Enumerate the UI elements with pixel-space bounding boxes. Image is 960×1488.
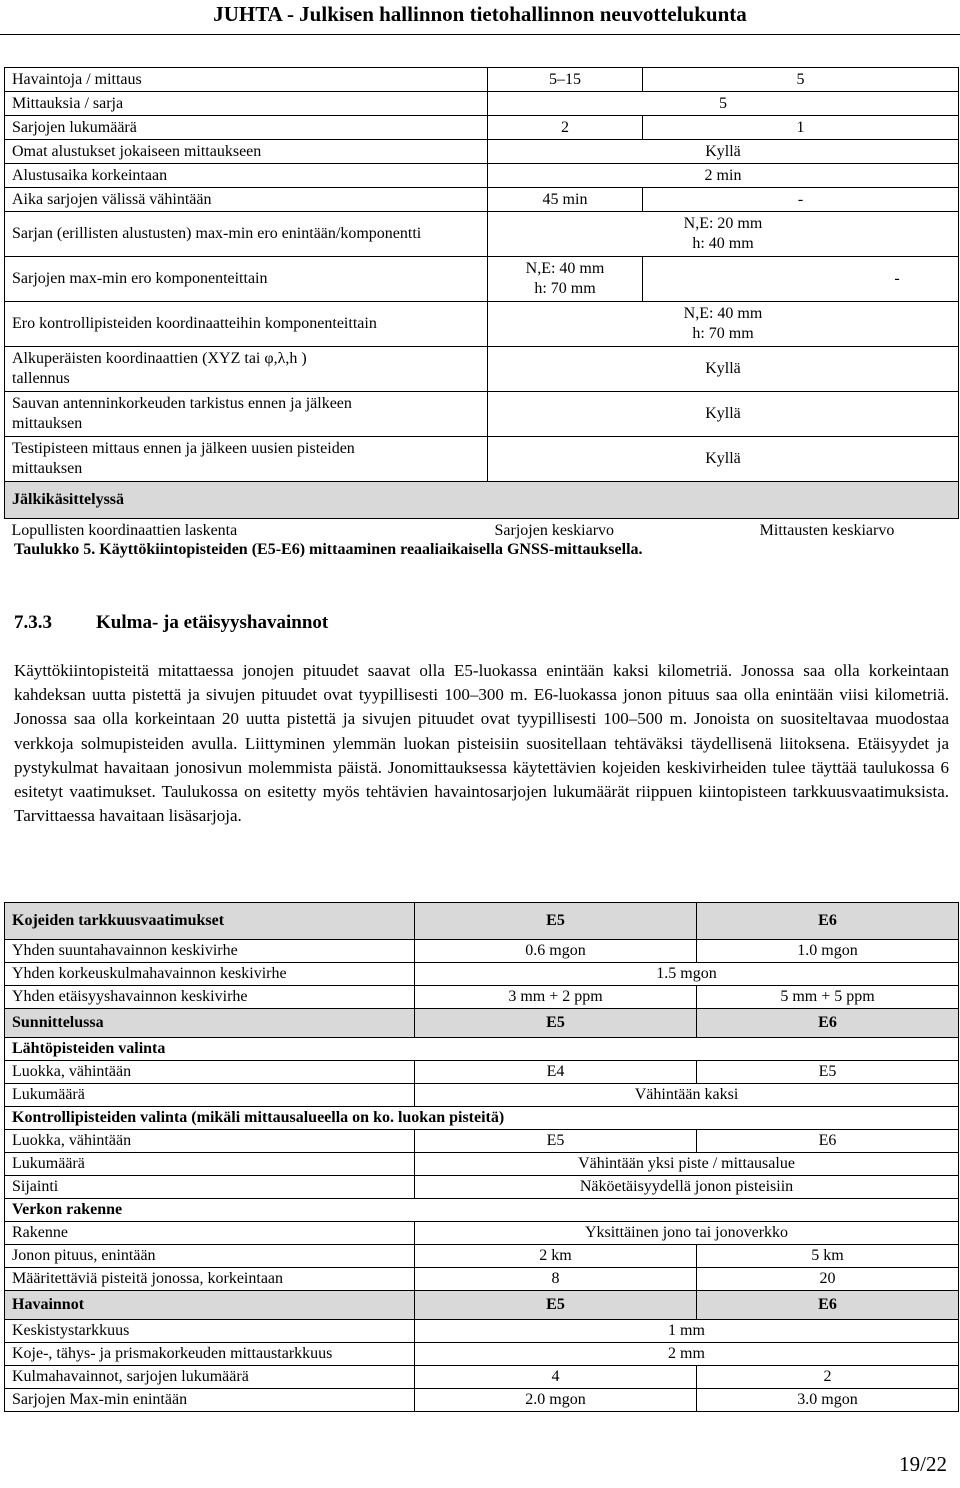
e5-value: E5: [415, 1130, 697, 1153]
row-label: Yhden suuntahavainnon keskivirhe: [5, 940, 415, 963]
header-label: Kojeiden tarkkuusvaatimukset: [5, 903, 415, 940]
e5-value: 5–15: [488, 68, 643, 92]
e6-value: 20: [697, 1268, 959, 1291]
subheading-row: [5, 1199, 959, 1222]
table-caption: Taulukko 5. Käyttökiintopisteiden (E5-E6) mittaaminen reaaliaikaisella GNSS-mittauksella.: [14, 541, 643, 558]
e6-value: -: [643, 188, 959, 212]
e6-value: 2: [697, 1366, 959, 1389]
table-row: [5, 1245, 959, 1268]
table-row: [5, 1268, 959, 1291]
subheading: Lähtöpisteiden valinta: [5, 1038, 959, 1061]
e6-value: 5: [643, 68, 959, 92]
table-row: [5, 1222, 959, 1245]
instrument-accuracy-table: [4, 902, 959, 1412]
e5-value: 8: [415, 1268, 697, 1291]
shared-value: Kyllä: [488, 437, 959, 482]
row-label: Sarjojen Max-min enintään: [5, 1389, 415, 1412]
header-e5: E5: [415, 1291, 697, 1320]
header-e6: E6: [697, 1009, 959, 1038]
table-row: [5, 437, 959, 482]
value-line: h: 40 mm: [692, 235, 754, 252]
shared-value: Näköetäisyydellä jonon pisteisiin: [415, 1176, 959, 1199]
header-e5: E5: [415, 903, 697, 940]
table-row: [5, 1389, 959, 1412]
e5-value: 2: [488, 116, 643, 140]
table-row: [5, 257, 959, 302]
section-row: [5, 482, 959, 519]
header-e6: E6: [697, 903, 959, 940]
value-line: N,E: 40 mm: [525, 260, 605, 277]
e5-value: Sarjojen keskiarvo: [488, 519, 643, 543]
table-row: [5, 1153, 959, 1176]
table-row: [5, 1366, 959, 1389]
table-row: [5, 1084, 959, 1107]
row-label: Luokka, vähintään: [5, 1061, 415, 1084]
row-label: Luokka, vähintään: [5, 1130, 415, 1153]
e5-value: E4: [415, 1061, 697, 1084]
header-label: Havainnot: [5, 1291, 415, 1320]
table-row: [5, 1130, 959, 1153]
shared-value: [488, 302, 959, 347]
row-label: Lopullisten koordinaattien laskenta: [5, 519, 488, 543]
shared-value: Kyllä: [488, 140, 959, 164]
e5-value: 4: [415, 1366, 697, 1389]
e6-value: E5: [697, 1061, 959, 1084]
table-row: [5, 347, 959, 392]
shared-value: Yksittäinen jono tai jonoverkko: [415, 1222, 959, 1245]
table-row: [5, 302, 959, 347]
shared-value: 1.5 mgon: [415, 963, 959, 986]
subheading: Kontrollipisteiden valinta (mikäli mittausalueella on ko. luokan pisteitä): [5, 1107, 959, 1130]
subheading: Verkon rakenne: [5, 1199, 959, 1222]
e5-value: 0.6 mgon: [415, 940, 697, 963]
row-label: Kulmahavainnot, sarjojen lukumäärä: [5, 1366, 415, 1389]
table-row: [5, 212, 959, 257]
e6-value: 1.0 mgon: [697, 940, 959, 963]
shared-value: Vähintään kaksi: [415, 1084, 959, 1107]
value-line: h: 70 mm: [534, 280, 596, 297]
row-label: Alustusaika korkeintaan: [5, 164, 488, 188]
shared-value: 1 mm: [415, 1320, 959, 1343]
row-label: Rakenne: [5, 1222, 415, 1245]
row-label: Omat alustukset jokaiseen mittaukseen: [5, 140, 488, 164]
section-heading: [14, 612, 328, 634]
row-label: Yhden etäisyyshavainnon keskivirhe: [5, 986, 415, 1009]
row-label: Yhden korkeuskulmahavainnon keskivirhe: [5, 963, 415, 986]
row-label: Lukumäärä: [5, 1084, 415, 1107]
row-label: Sarjan (erillisten alustusten) max-min ero enintään/komponentti: [5, 212, 488, 257]
header-row: [5, 1009, 959, 1038]
e6-value: 1: [643, 116, 959, 140]
row-label: Määritettäviä pisteitä jonossa, korkeintaan: [5, 1268, 415, 1291]
e6-value: Mittausten keskiarvo: [643, 519, 959, 543]
table-row: [5, 140, 959, 164]
e5-value: [488, 257, 643, 302]
shared-value: 2 mm: [415, 1343, 959, 1366]
gnss-requirements-table: [4, 67, 959, 542]
row-label: Ero kontrollipisteiden koordinaatteihin komponenteittain: [5, 302, 488, 347]
section-title: Kulma- ja etäisyyshavainnot: [96, 612, 329, 633]
shared-value: Vähintään yksi piste / mittausalue: [415, 1153, 959, 1176]
table-row: [5, 940, 959, 963]
value-line: h: 70 mm: [692, 325, 754, 342]
row-label: Jonon pituus, enintään: [5, 1245, 415, 1268]
row-label: Aika sarjojen välissä vähintään: [5, 188, 488, 212]
header-e5: E5: [415, 1009, 697, 1038]
table-row: [5, 519, 959, 543]
header-rule: [0, 34, 960, 35]
table-row: [5, 1343, 959, 1366]
shared-value: 5: [488, 92, 959, 116]
table-row: [5, 1320, 959, 1343]
body-paragraph: Käyttökiintopisteitä mitattaessa jonojen pituudet saavat olla E5-luokassa enintään kaksi kilometriä. Jonossa saa olla korkeintaan kahdeksan uutta pistettä ja sivujen pituudet ovat tyypillisesti 100–300 m. E6-luokassa jonon pituus saa olla enintään viisi kilometriä. Jonossa saa olla korkeintaan 20 uutta pistettä ja sivujen pituudet ovat tyypillisesti 100–500 m. Jonoista on suositeltavaa muodostaa verkkoja solmupisteiden avulla. Liittyminen ylemmän luokan pisteisiin suositellaan tehtäväksi täydellisenä liitoksena. Etäisyydet ja pystykulmat havaitaan jonosivun molemmista päistä. Jonomittauksessa käytettävien kojeiden keskivirheiden tulee täyttää taulukossa 6 esitetyt vaatimukset. Taulukossa on esitetty myös tehtävien havaintosarjojen lukumäärät riippuen kiintopisteen tarkkuusvaatimuksista. Tarvittaessa havaitaan lisäsarjoja.: [14, 661, 949, 826]
row-label: Sarjojen lukumäärä: [5, 116, 488, 140]
row-label: Alkuperäisten koordinaattien (XYZ tai φ,λ,h ) tallennus: [5, 347, 488, 392]
shared-value: [488, 212, 959, 257]
row-label: Mittauksia / sarja: [5, 92, 488, 116]
e6-value: 5 km: [697, 1245, 959, 1268]
table-row: [5, 116, 959, 140]
row-label: Sarjojen max-min ero komponenteittain: [5, 257, 488, 302]
header-e6: E6: [697, 1291, 959, 1320]
table-row: [5, 986, 959, 1009]
e6-value: -: [643, 257, 959, 302]
table-row: [5, 1176, 959, 1199]
subheading-row: [5, 1038, 959, 1061]
page-number: 19/22: [899, 1452, 947, 1476]
shared-value: 2 min: [488, 164, 959, 188]
row-label: Keskistystarkkuus: [5, 1320, 415, 1343]
table-row: [5, 164, 959, 188]
table-row: [5, 188, 959, 212]
subheading-row: [5, 1107, 959, 1130]
table-row: [5, 92, 959, 116]
table-row: [5, 68, 959, 92]
page-header: JUHTA - Julkisen hallinnon tietohallinnon neuvottelukunta: [213, 2, 747, 26]
row-label: Koje-, tähys- ja prismakorkeuden mittaustarkkuus: [5, 1343, 415, 1366]
table-row: [5, 1061, 959, 1084]
row-label: Lukumäärä: [5, 1153, 415, 1176]
shared-value: Kyllä: [488, 392, 959, 437]
e6-value: E6: [697, 1130, 959, 1153]
header-row: [5, 903, 959, 940]
table-row: [5, 392, 959, 437]
section-heading: Jälkikäsittelyssä: [5, 482, 959, 519]
e5-value: 2.0 mgon: [415, 1389, 697, 1412]
header-row: [5, 1291, 959, 1320]
table-row: [5, 963, 959, 986]
row-label: Sauvan antenninkorkeuden tarkistus ennen ja jälkeen mittauksen: [5, 392, 488, 437]
e6-value: 5 mm + 5 ppm: [697, 986, 959, 1009]
e6-value: 3.0 mgon: [697, 1389, 959, 1412]
value-line: N,E: 20 mm: [683, 215, 763, 232]
shared-value: Kyllä: [488, 347, 959, 392]
row-label: Sijainti: [5, 1176, 415, 1199]
row-label: Testipisteen mittaus ennen ja jälkeen uusien pisteiden mittauksen: [5, 437, 488, 482]
e5-value: 3 mm + 2 ppm: [415, 986, 697, 1009]
section-number: 7.3.3: [14, 612, 52, 633]
e5-value: 2 km: [415, 1245, 697, 1268]
header-label: Sunnittelussa: [5, 1009, 415, 1038]
row-label: Havaintoja / mittaus: [5, 68, 488, 92]
e5-value: 45 min: [488, 188, 643, 212]
value-line: N,E: 40 mm: [683, 305, 763, 322]
